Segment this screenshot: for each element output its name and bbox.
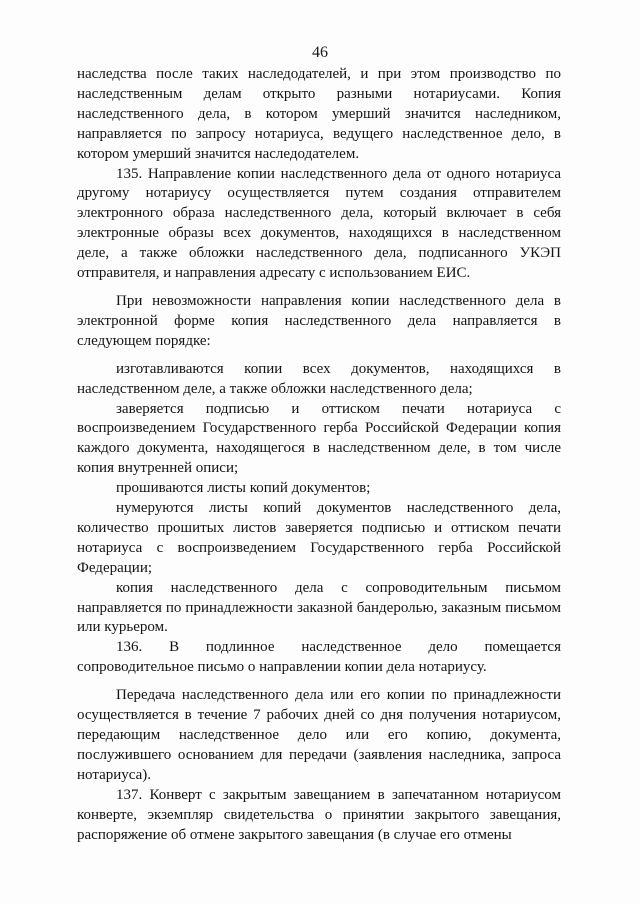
paragraph-transfer-term: Передача наследственного дела или его копии по принадлежности осуществляется в течение 7 рабочих дней со дня получения нотариусом, передающим наследственное дело или его копию, документа, послужившего основанием для передачи (заявления наследника, запроса нотариуса). [77,687,561,783]
paragraph-135: 135. Направление копии наследственного дела от одного нотариуса другому нотариусу осуществляется путем создания отправителем электронного образа наследственного дела, который включает в себя электронные образы всех документов, находящихся в наследственном деле, а также обложки наследственного дела, подписанного УКЭП отправителя, и направления адресату с использованием ЕИС. [77,165,561,282]
list-item-copies: изготавливаются копии всех документов, находящихся в наследственном деле, а также обложки наследственного дела; [77,360,561,397]
body-text [77,65,561,845]
list-item-certified: заверяется подписью и оттиском печати нотариуса с воспроизведением Государственного герба Российской Федерации копия каждого документа, находящегося в наследственном деле, в том числе копия внутренней описи; [77,400,561,477]
paragraph-electronic-impossible: При невозможности направления копии наследственного дела в электронной форме копия наследственного дела направляется в следующем порядке: [77,292,561,349]
page-number: 46 [312,44,328,61]
list-item-stitched: прошиваются листы копий документов; [116,480,371,497]
paragraph-136: 136. В подлинное наследственное дело помещается сопроводительное письмо о направлении копии дела нотариусу. [77,639,561,676]
list-item-numbered: нумеруются листы копий документов наследственного дела, количество прошитых листов заверяется подписью и оттиском печати нотариуса с воспроизведением Государственного герба Российской Федерации; [77,500,561,576]
paragraph-137: 137. Конверт с закрытым завещанием в запечатанном нотариусом конверте, экземпляр свидетельства о принятии закрытого завещания, распоряжение об отмене закрытого завещания (в случае его отмены [77,786,561,843]
paragraph-continuation: наследства после таких наследодателей, и при этом производство по наследственным делам открыто разными нотариусами. Копия наследственного дела, в котором умерший значится наследником, направляется по запросу нотариуса, ведущего наследственное дело, в котором умерший значится наследодателем. [77,66,561,162]
list-item-sent: копия наследственного дела с сопроводительным письмом направляется по принадлежности заказной бандеролью, заказным письмом или курьером. [77,579,561,636]
